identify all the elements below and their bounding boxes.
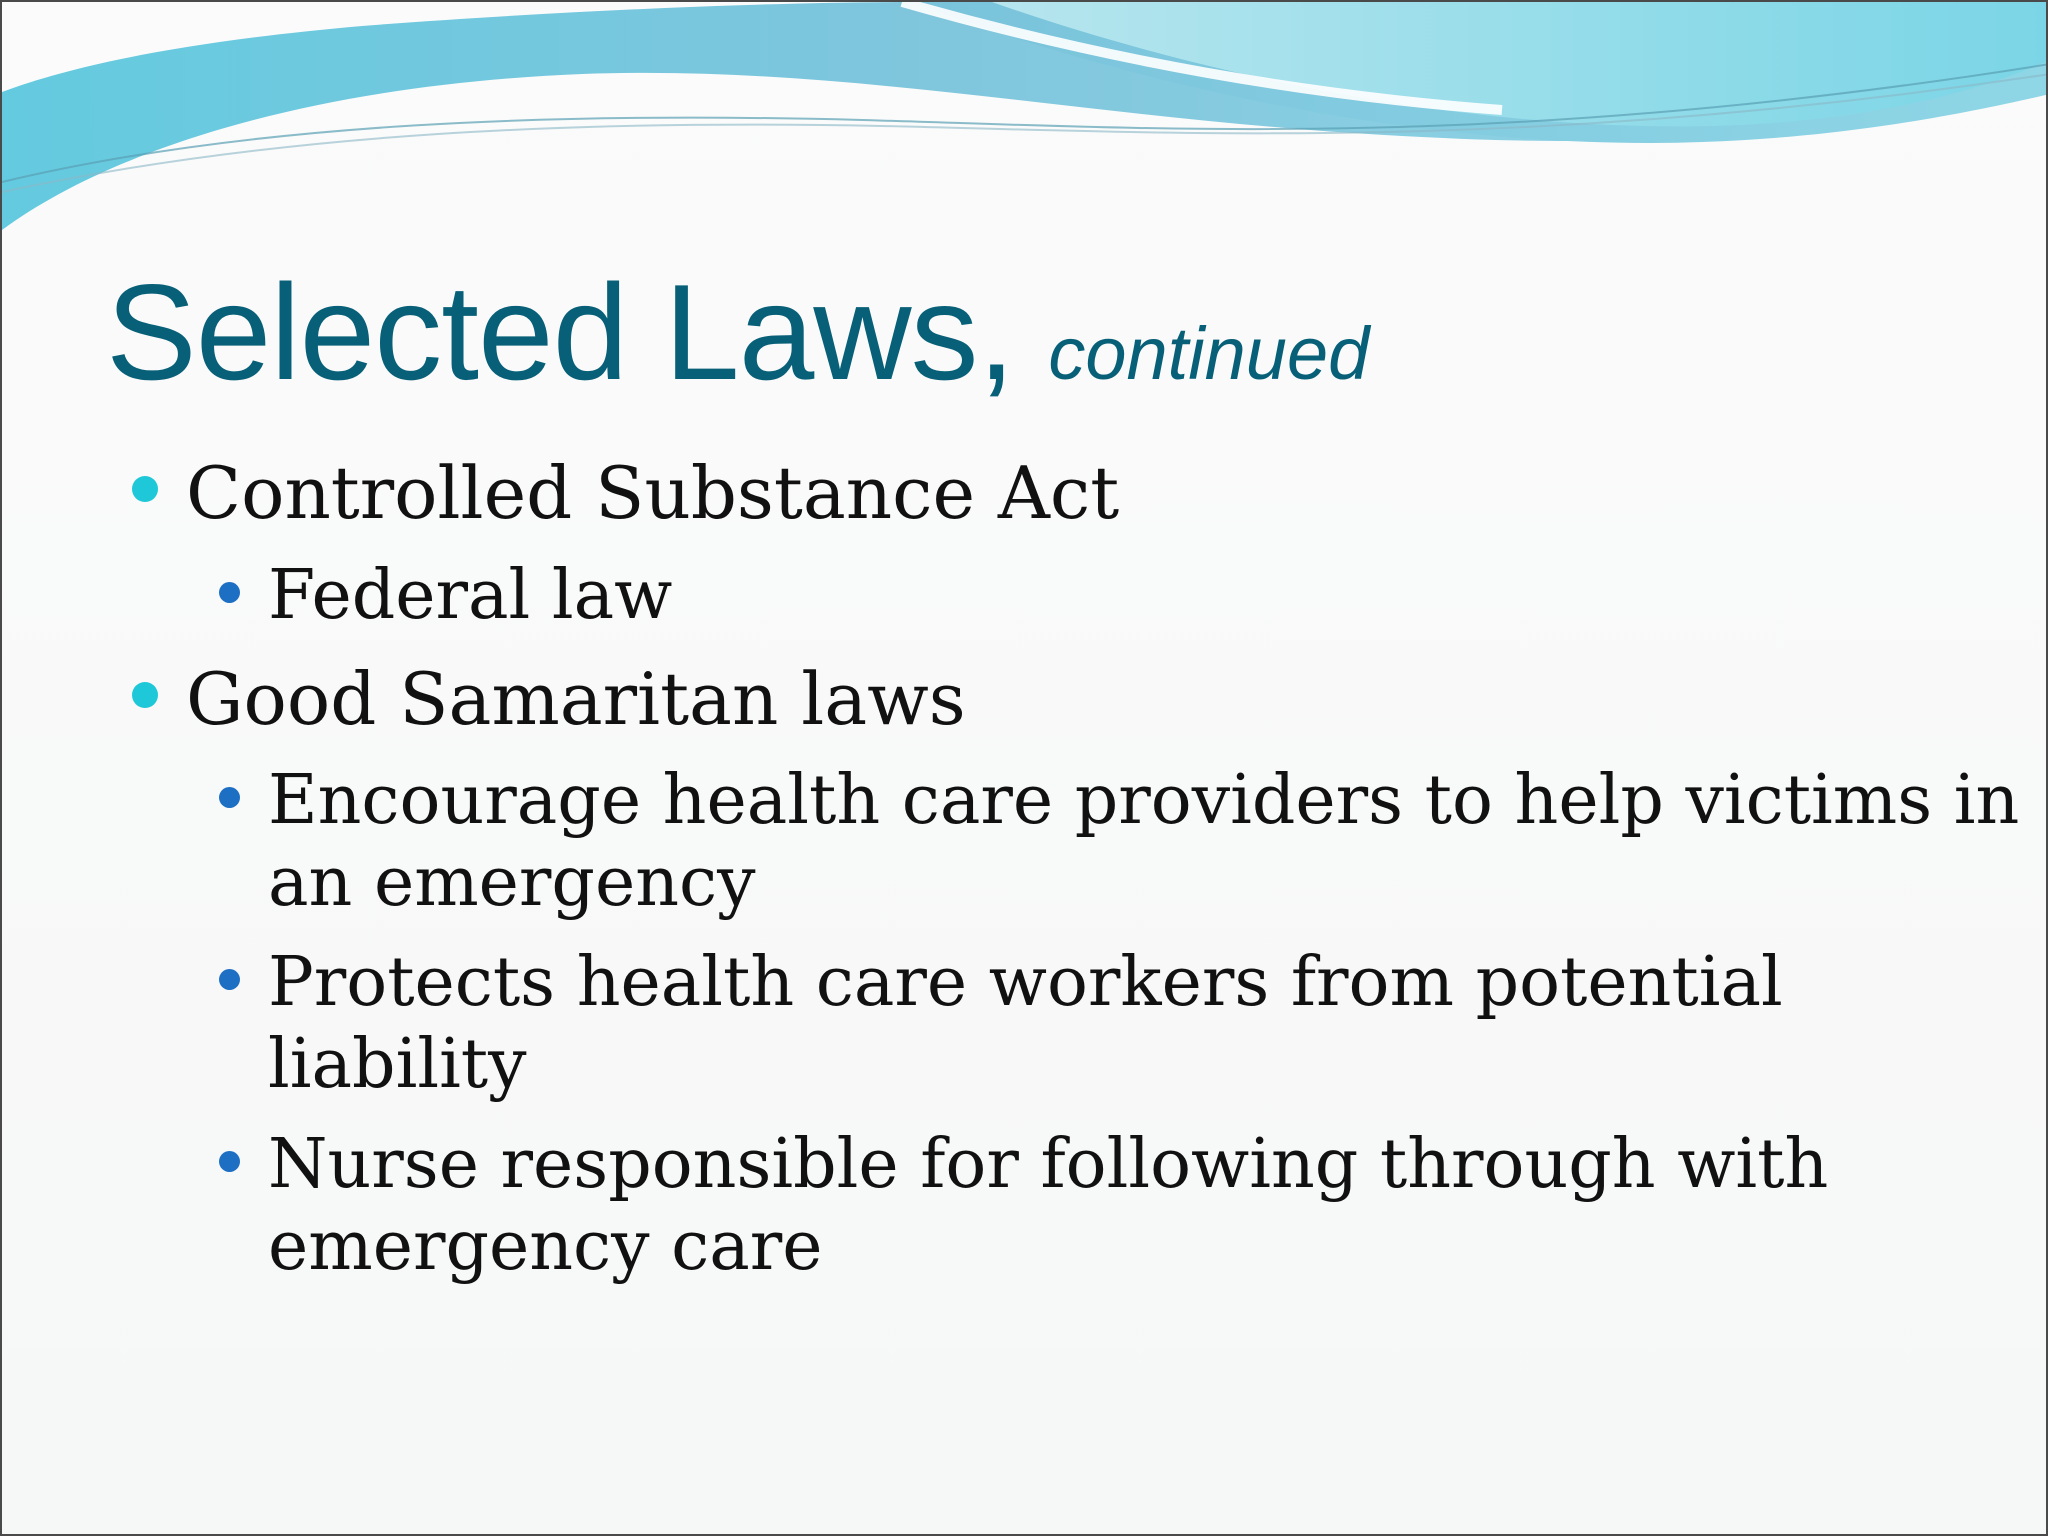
bullet-dot-level2 (219, 969, 240, 990)
bullet-item-controlled-substance-act: Controlled Substance Act (186, 451, 1120, 535)
bullet-list (2, 2, 2048, 1536)
sub-bullet-protects-line1: Protects health care workers from potential (268, 943, 1783, 1022)
sub-bullet-protects-line2: liability (268, 1025, 527, 1104)
bullet-dot-level2 (219, 582, 240, 603)
bullet-item-good-samaritan-laws: Good Samaritan laws (186, 657, 966, 741)
sub-bullet-nurse-line1: Nurse responsible for following through with (268, 1125, 1829, 1204)
sub-bullet-encourage-line1: Encourage health care providers to help victims in (268, 761, 2020, 840)
sub-bullet-encourage-line2: an emergency (268, 843, 756, 922)
bullet-dot-level2 (219, 787, 240, 808)
sub-bullet-federal-law: Federal law (268, 556, 673, 635)
title-main-text: Selected Laws, (106, 256, 1015, 408)
title-suffix-text: continued (1048, 312, 1370, 395)
bullet-dot-level2 (219, 1151, 240, 1172)
sub-bullet-nurse-line2: emergency care (268, 1207, 823, 1286)
bullet-dot-level1 (132, 476, 158, 502)
bullet-dot-level1 (132, 682, 158, 708)
